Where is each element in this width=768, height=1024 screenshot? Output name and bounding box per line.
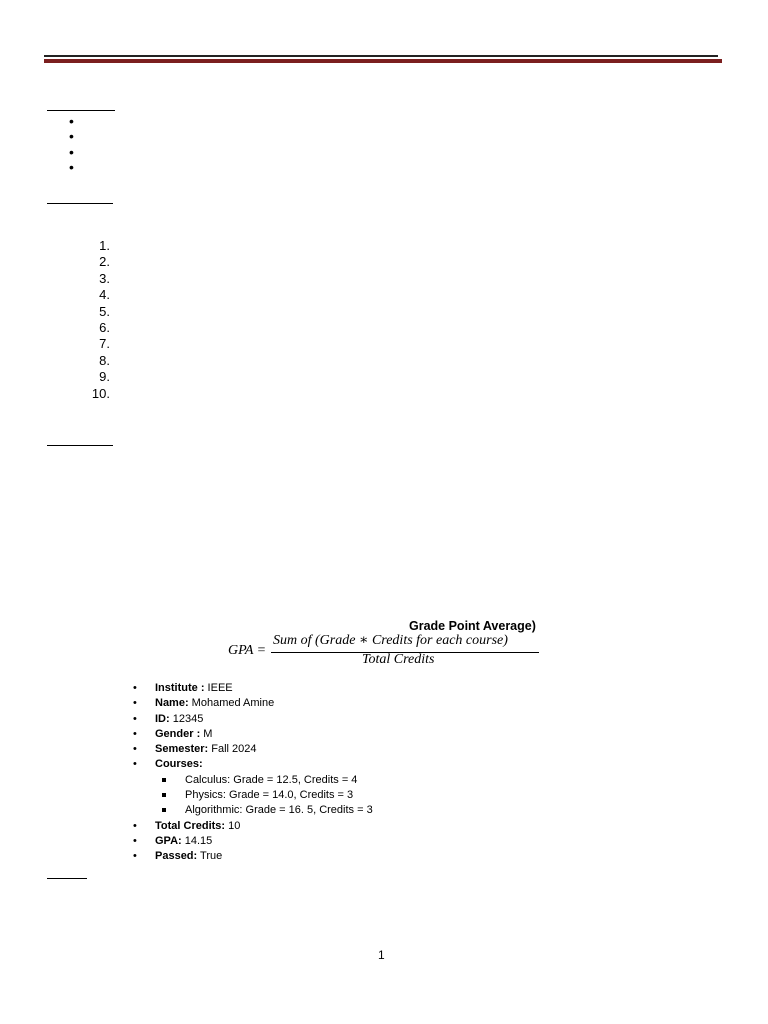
section-heading-underline [47, 110, 115, 111]
courses-list [155, 773, 373, 819]
section-heading-underline [47, 445, 113, 446]
list-item: 1. [99, 238, 110, 253]
student-info-list [133, 681, 373, 865]
list-item: 6. [99, 320, 110, 335]
list-item: 9. [99, 369, 110, 384]
list-item: 3. [99, 271, 110, 286]
page-number: 1 [378, 948, 385, 962]
course-item: Calculus: Grade = 12.5, Credits = 4 [185, 773, 373, 788]
section-heading-underline [47, 203, 113, 204]
header-rule-red [44, 59, 722, 63]
list-item: 2. [99, 254, 110, 269]
info-gender: • Gender : M [133, 727, 213, 740]
info-total-credits: • Total Credits: 10 [133, 819, 241, 832]
list-item: • [69, 144, 74, 160]
list-item: 8. [99, 353, 110, 368]
header-rule-dark [44, 55, 718, 57]
info-semester: • Semester: Fall 2024 [133, 743, 257, 756]
list-item: 4. [99, 287, 110, 302]
list-item: 7. [99, 336, 110, 351]
formula-lhs: GPA = [228, 643, 267, 658]
formula-denominator: Total Credits [362, 652, 435, 667]
info-institute: • Institute : IEEE [133, 682, 233, 694]
list-item: • [69, 128, 74, 144]
info-name: • Name: Mohamed Amine [133, 697, 275, 710]
course-item: Physics: Grade = 14.0, Credits = 3 [185, 788, 373, 803]
formula-title: Grade Point Average) [409, 619, 536, 633]
list-item: • [69, 113, 74, 129]
course-item: Algorithmic: Grade = 16. 5, Credits = 3 [185, 803, 373, 818]
info-passed: • Passed: True [133, 850, 223, 863]
info-id: • ID: 12345 [133, 712, 204, 725]
list-item: • [69, 159, 74, 175]
info-courses: • Courses: Calculus: Grade = 12.5, Credits = 4 Physics: Grade = 14.0, Credits = 3 Algorithmic: Grade = 16. 5, Credits = 3 [155, 757, 373, 818]
section-heading-underline [47, 878, 87, 879]
list-item: 5. [99, 304, 110, 319]
formula-numerator: Sum of (Grade ∗ Credits for each course) [273, 633, 508, 648]
list-item: 10. [91, 386, 110, 401]
info-gpa: • GPA: 14.15 [133, 834, 213, 847]
